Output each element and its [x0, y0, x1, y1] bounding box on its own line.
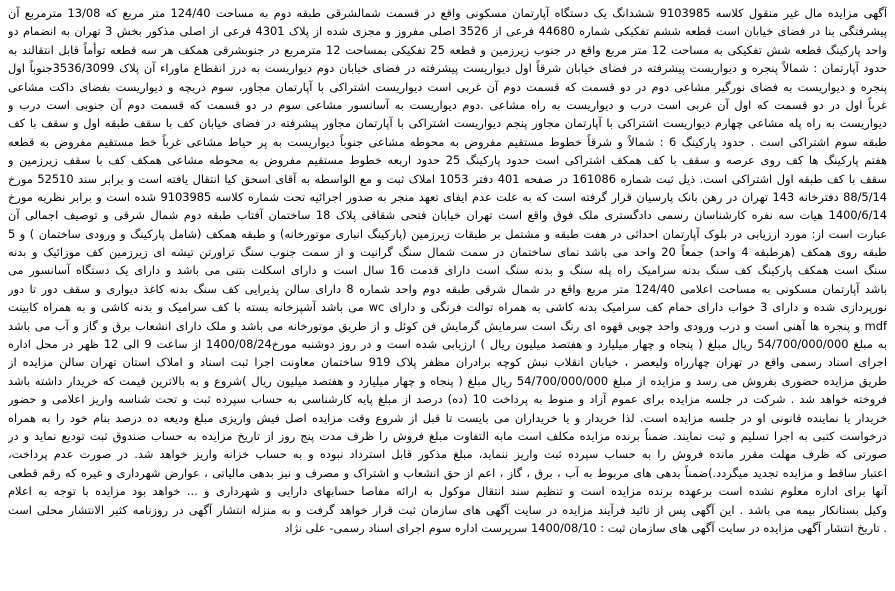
notice-line-13: عبارت است از: مورد ارزیابی در بلوک آپارتمان احداثی در هفت طبقه و مشتمل بر طبقات زیرزمین (پارکینگ انباری موتورخانه) و طبقه همکف (شامل پارکینگ و ورودی ساختمان ) و 5 [8, 226, 887, 241]
notice-line-24: درخواست کتبی به اجرا تسلیم و ثبت نمایند. ضمناً برنده مزایده مکلف است مابه التفاوت مبلغ فروش را ظرف مدت پنج روز از تاریخ مزایده به حساب صندوق ثبت تودیع نماید و در [8, 428, 887, 443]
notice-line-26: اعتبار ساقط و مزایده تجدید میگردد.)ضمناً بدهی های مربوط به آب ، برق ، گاز ، اعم از حق انشعاب و اشتراک و مصرف و نیز بدهی مالیاتی ، عوارض شهرداری و غیره که رقم قطعی [8, 465, 887, 480]
notice-line-5: پنجره و دیواریست به فضای نورگیر مشاعی دوم در دو قسمت که قسمت دوم آن غربی است دیواریست اشتراکی با آپارتمان مجاور، سوم دریچه و دیواریست بفضای داکت مشاعی [8, 79, 887, 94]
notice-line-8: طبقه سوم اشتراکی است . حدود پارکینگ 6 : شمالاً و شرقاً خطوط مستقیم مفروض به محوطه مشاعی جنوباً دیواریست به پر حیاط مشاعی غرباً خط مستقیم مفروض به قطعه [8, 134, 887, 149]
notice-line-27: آنها برای اداره معلوم نشده است برعهده برنده مزایده است و تنظیم سند انتقال موکول به ارائه مفاصا حسابهای دارایی و شهرداری و ... خواهد بود مزایده با توجه به اعلام [8, 484, 887, 499]
notice-line-2: پیشرفتگی بنا در فضای خیابان است قطعه ششم تفکیکی شماره 44680 فرعی از 3526 اصلی مفروز و مجزی شده از پلاک 4301 فرعی از اصلی مذکور بخش 3 تهران به انضمام دو [8, 24, 887, 39]
notice-line-20: اجرای اسناد رسمی واقع در تهران چهارراه ولیعصر ، خیابان انقلاب نبش کوچه برادران مظفر پلاک 919 ساختمان معاونت اجرا ثبت اسناد و املاک استان تهران سالن مزایده از [8, 355, 887, 370]
notice-line-25: صورتی که ظرف مهلت مقرر مانده فروش را به حساب سپرده ثبت واریز ننماید، مبلغ مذکور قابل استرداد نبوده و به حساب خزانه واریز خواهد شد. در صورت عدم پرداخت، [8, 447, 887, 462]
notice-line-4: حدود آپارتمان : شمالاً پنجره و دیواریست پیشرفته در فضای خیابان شرقاً اول دیواریست پیشرفته در فضای خیابان دوم دیواریست به درز انقطاع ماوراء آن پلاک 3536/3099جنوباً اول [8, 61, 887, 76]
notice-line-23: خریدار یا نماینده قانونی او در جلسه مزایده است. لذا خریدار و یا خریداران می بایست تا قبل از شروع وقت مزایده اصل فیش واریزی مبلغ ودیعه ده درصد بنام خود را به همراه [8, 410, 887, 425]
notice-line-14: طبقه روی همکف (هرطبقه 4 واحد) جمعاً 20 واحد می باشد نمای ساختمان در سمت شمال سنگ گرانیت و از سمت جنوب سنگ تراورتن تیشه ای زیرزمین کف موزائیک و بدنه [8, 245, 887, 260]
notice-line-1: آگهی مزایده مال غیر منقول کلاسه 9103985 ششدانگ یک دستگاه آپارتمان مسکونی واقع در قسمت شمالشرقی طبقه دوم به مساحت 124/40 متر مربع که 13/08 مترمربع آن [8, 6, 887, 20]
notice-line-9: هفتم پارکینگ ها کف روی عرصه و سقف با کف همکف اشتراکی است حدود پارکینگ 25 حدود اربعه خطوط مستقیم مفروض به محوطه مشاعی همکف کف با سقف زیرزمین و [8, 153, 887, 168]
notice-line-28: وکیل بستانکار بیمه می باشد . این آگهی پس از تائید فرآیند مزایده در سایت آگهی های سازمان ثبت قرار خواهد گرفت و به منزله انتشار آگهی در روزنامه کثیر الانتشار محلی است [8, 502, 887, 517]
notice-line-12: 1400/6/14 هیات سه نفره کارشناسان رسمی دادگستری ملک فوق واقع است تهران خیابان فتحی شقاقی پلاک 18 ساختمان آفتاب طبقه دوم شمال شرقی و توصیف اجمالی آن [8, 208, 887, 223]
notice-line-19: به مبلغ 54/700/000/000 ریال مبلغ ( پنجاه و چهار میلیارد و هفتصد میلیون ریال ) ارزیابی شده است و در روز دوشنبه مورخ1400/08/24 از ساعت 9 الی 12 ظهر در محل اداره [8, 337, 887, 352]
notice-line-18: mdf و پنجره ها آهنی است و درب ورودی واحد چوبی قهوه ای رنگ است سرمایش گرمایش فن کوئل و از طریق موتورخانه می باشد و ملک دارای انشعاب برق و گاز و آب می باشد [8, 318, 887, 333]
notice-line-10: سقف با کف طبقه اول اشتراکی است. ذیل ثبت شماره 161086 در صفحه 401 دفتر 1053 املاک ثبت و مع الواسطه به آقای اسحق کیا انتقال یافته است و برابر سند 52510 مورخ [8, 171, 887, 186]
notice-line-11: 88/5/14 دفترخانه 143 تهران در رهن بانک پارسیان قرار گرفته است که به علت عدم ایفای تعهد منجر به صدور اجرائیه تحت شماره کلاسه 9103985 شده است و برابر نظریه مورخ [8, 189, 887, 204]
notice-line-17: نورپردازی شده و دارای 3 خواب دارای حمام کف سرامیک بدنه کاشی به همراه توالت فرنگی و دارای wc می باشد آشپزخانه بسته با کف سرامیک و بدنه کاشی و به همراه کابینت [8, 300, 887, 315]
notice-line-21: طریق مزایده حضوری بفروش می رسد و مزایده از مبلغ 54/700/000/000 ریال مبلغ ( پنجاه و چهار میلیارد و هفتصد میلیون ریال )شروع و به بالاترین قیمت که خریدار داشته باشد [8, 373, 887, 388]
notice-line-3: واحد پارکینگ قطعه شش تفکیکی به مساحت 12 متر مربع واقع در جنوب زیرزمین و قطعه 25 تفکیکی بمساحت 12 مترمربع در جنوبشرقی همکف هر سه قطعه توأماً قابل انتقالند به [8, 42, 887, 57]
notice-line-29: . تاریخ انتشار آگهی مزایده در سایت آگهی های سازمان ثبت : 1400/08/10 سرپرست اداره سوم اجرای اسناد رسمی- علی نژاد [284, 520, 887, 535]
notice-line-15: سنگ است همکف پارکینگ کف سنگ بدنه سرامیک راه پله سنگ و بدنه سنگ است دارای قدمت 16 سال است و دارای اسکلت بتنی می باشد و دارای یک دستگاه آسانسور می [8, 263, 887, 278]
notice-line-22: فروخته خواهد شد . شرکت در جلسه مزایده برای عموم آزاد و منوط به پرداخت 10 (ده) درصد از مبلغ پایه کارشناسی به حساب سپرده ثبت و تحت شناسه واریز اعلامی و حضور [8, 392, 887, 407]
notice-line-16: باشد آپارتمان مسکونی به مساحت اعلامی 124/40 متر مربع واقع در شمال شرقی طبقه دوم واحد شماره 8 دارای سالن پذیرایی کف سنگ بدنه کاغذ دیواری و سقف دور تا دور [8, 281, 887, 296]
notice-line-7: دیواریست به راه پله مشاعی چهارم دیواریست اشتراکی با آپارتمان مجاور پنجم دیواریست اشتراکی با آپارتمان مجاور پیشرفته در فضای خیابان کف با سقف طبقه اول و سقف با کف [8, 116, 887, 131]
notice-line-6: غرباً اول در دو قسمت که اول آن غربی است درب و دیواریست به راه مشاعی .دوم دیواریست به آسانسور مشاعی سوم در دو قسمت که قسمت دوم آن جنوبی است درب و [8, 97, 887, 112]
